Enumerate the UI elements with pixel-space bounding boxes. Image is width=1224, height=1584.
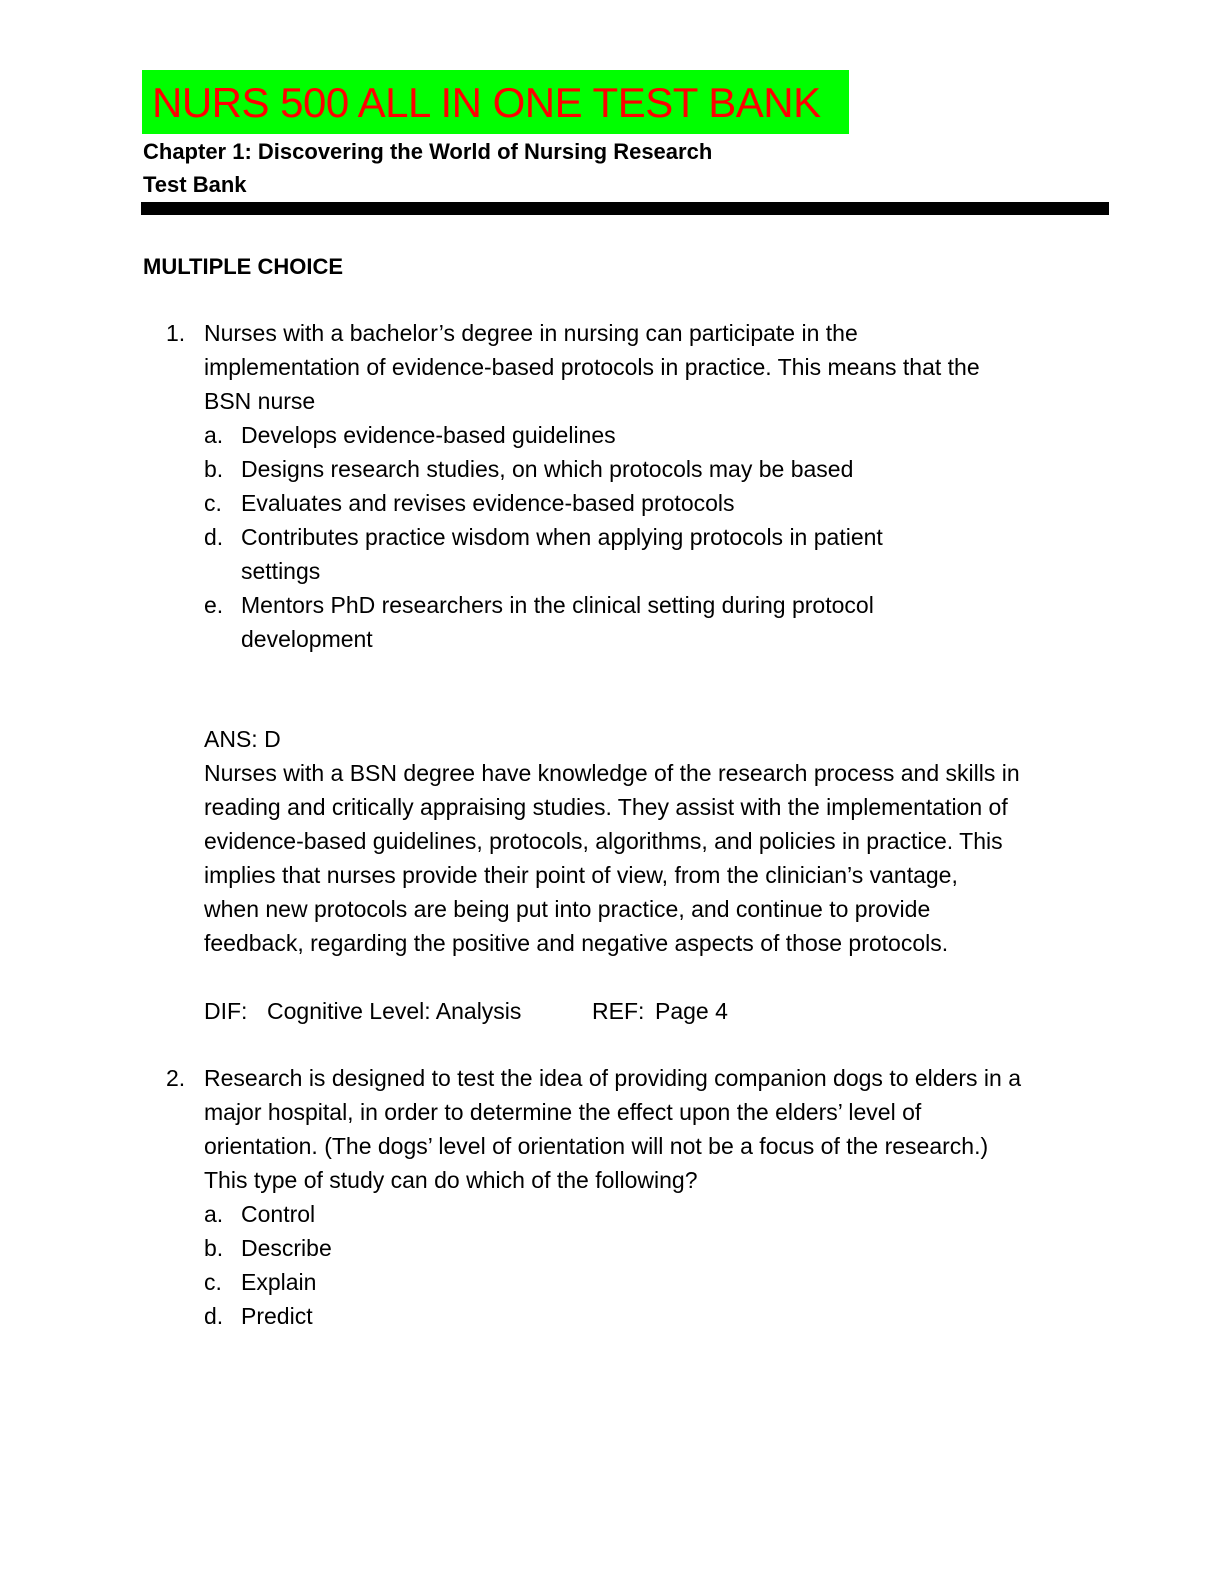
rationale-line: evidence-based guidelines, protocols, algorithms, and policies in practice. This [204,828,1003,854]
rationale-line: Nurses with a BSN degree have knowledge of the research process and skills in [204,760,1020,786]
rationale-line: implies that nurses provide their point of view, from the clinician’s vantage, [204,862,958,888]
question-stem-line: major hospital, in order to determine the effect upon the elders’ level of [204,1099,922,1125]
question-stem-line: Research is designed to test the idea of providing companion dogs to elders in a [204,1065,1022,1091]
option-text: Develops evidence-based guidelines [241,422,616,448]
option-text: development [241,626,373,652]
option-letter: c. [204,1269,222,1295]
banner-title: NURS 500 ALL IN ONE TEST BANK [152,79,821,126]
option-letter: d. [204,1303,224,1329]
option-text: settings [241,558,321,584]
option-letter: b. [204,456,224,482]
header-divider [141,202,1109,215]
question-stem-line: orientation. (The dogs’ level of orientation will not be a focus of the research.) [204,1133,989,1159]
option-text: Explain [241,1269,317,1295]
option-letter: a. [204,422,224,448]
answer-key: ANS: D [204,726,281,752]
question-stem-line: BSN nurse [204,388,316,414]
option-text: Control [241,1201,316,1227]
option-letter: a. [204,1201,224,1227]
rationale-line: when new protocols are being put into practice, and continue to provide [204,896,931,922]
option-letter: b. [204,1235,224,1261]
option-text: Contributes practice wisdom when applying protocols in patient [241,524,883,550]
rationale-line: reading and critically appraising studies. They assist with the implementation of [204,794,1008,820]
ref-label: REF: [592,998,645,1024]
option-text: Evaluates and revises evidence-based protocols [241,490,735,516]
option-text: Describe [241,1235,332,1261]
question-number: 1. [166,320,186,346]
option-text: Predict [241,1303,313,1329]
ref-value: Page 4 [655,998,728,1024]
question-stem-line: implementation of evidence-based protocols in practice. This means that the [204,354,980,380]
dif-label: DIF: [204,998,248,1024]
option-letter: d. [204,524,224,550]
dif-value: Cognitive Level: Analysis [267,998,522,1024]
test-bank-label: Test Bank [143,172,247,197]
option-text: Mentors PhD researchers in the clinical setting during protocol [241,592,874,618]
option-letter: e. [204,592,224,618]
question-stem-line: This type of study can do which of the following? [204,1167,698,1193]
option-text: Designs research studies, on which protocols may be based [241,456,854,482]
question-stem-line: Nurses with a bachelor’s degree in nursing can participate in the [204,320,858,346]
chapter-title: Chapter 1: Discovering the World of Nursing Research [143,139,713,164]
question-number: 2. [166,1065,186,1091]
option-letter: c. [204,490,222,516]
rationale-line: feedback, regarding the positive and negative aspects of those protocols. [204,930,949,956]
section-heading: MULTIPLE CHOICE [143,254,344,279]
